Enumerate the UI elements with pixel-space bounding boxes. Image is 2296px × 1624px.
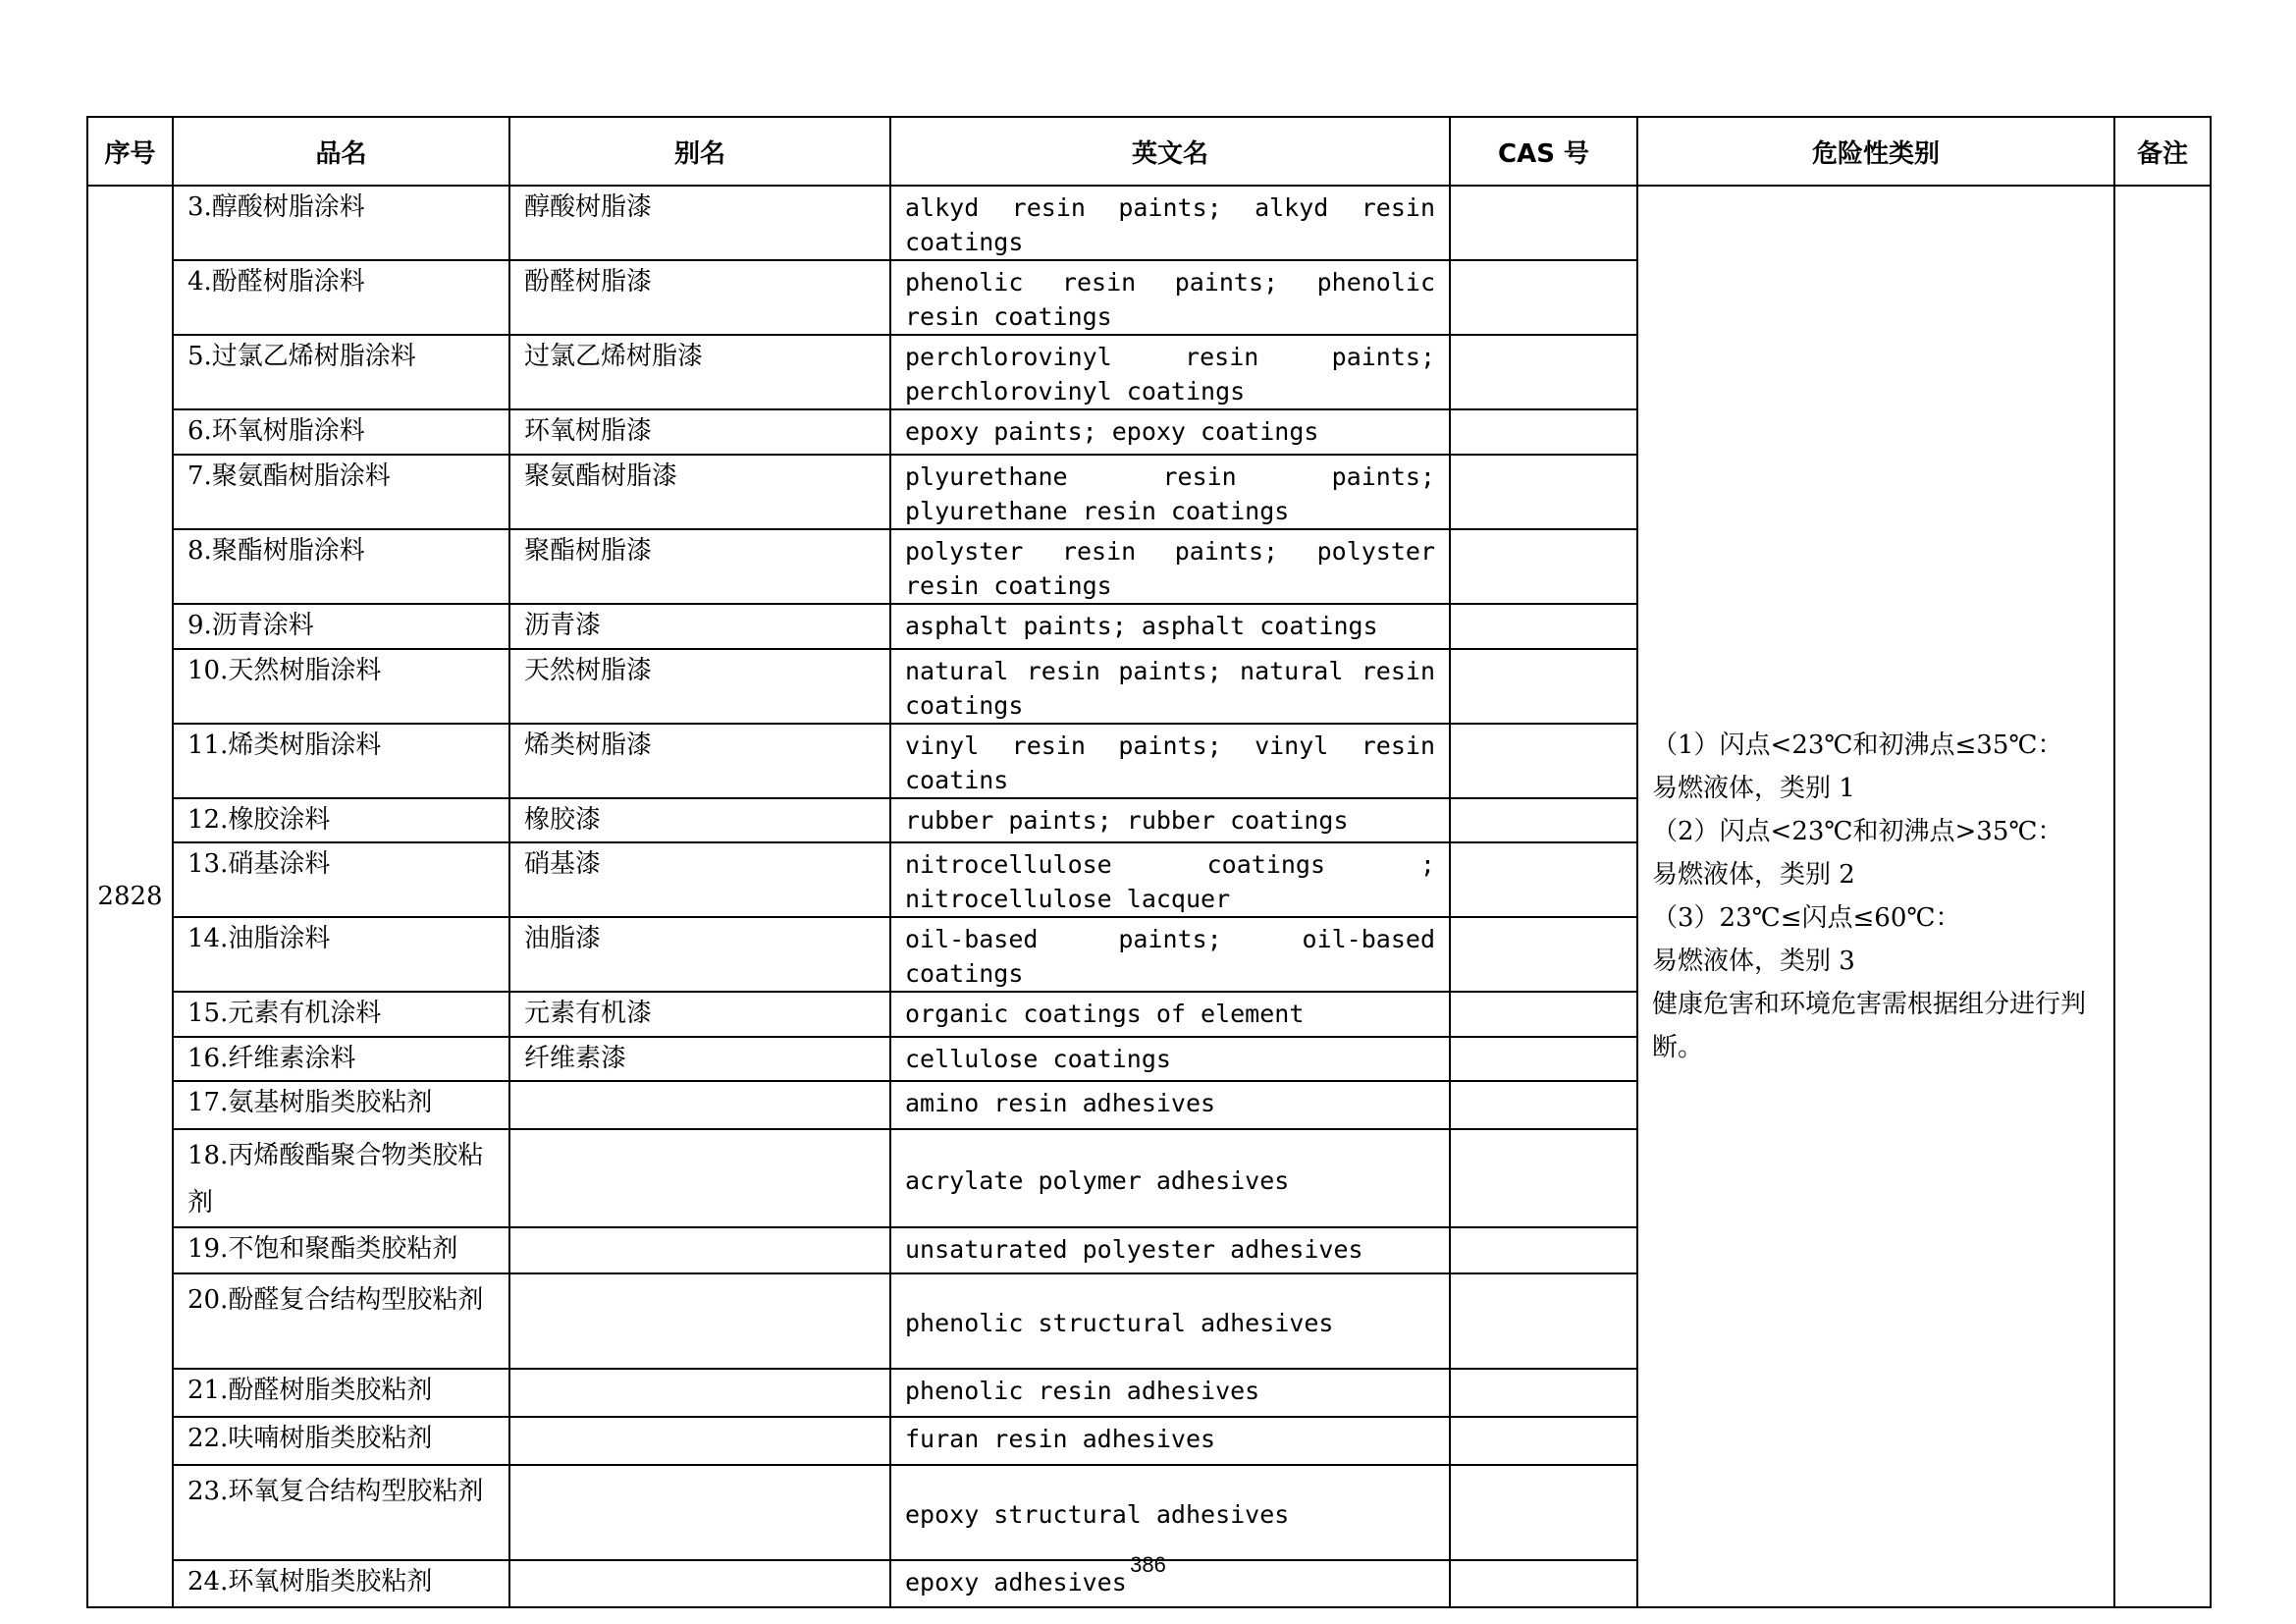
- english-name-cell: natural resin paints; natural resin coatings: [890, 649, 1450, 724]
- cas-cell: [1450, 1227, 1637, 1273]
- alias-cell: [509, 1129, 890, 1227]
- hazard-class-cell: [1637, 186, 2114, 1607]
- cas-cell: [1450, 724, 1637, 798]
- name-cell: 20.酚醛复合结构型胶粘剂: [173, 1273, 509, 1369]
- cas-cell: [1450, 1417, 1637, 1465]
- name-cell: 23.环氧复合结构型胶粘剂: [173, 1465, 509, 1560]
- header-remark: 备注: [2114, 117, 2211, 186]
- alias-cell: 环氧树脂漆: [509, 409, 890, 455]
- cas-cell: [1450, 604, 1637, 649]
- alias-cell: [509, 1465, 890, 1560]
- name-cell: 4.酚醛树脂涂料: [173, 260, 509, 335]
- english-name-cell: organic coatings of element: [890, 992, 1450, 1037]
- cas-cell: [1450, 1037, 1637, 1081]
- english-name-cell: vinyl resin paints; vinyl resin coatins: [890, 724, 1450, 798]
- alias-cell: [509, 1417, 890, 1465]
- name-cell: 11.烯类树脂涂料: [173, 724, 509, 798]
- alias-cell: 天然树脂漆: [509, 649, 890, 724]
- header-english-name: 英文名: [890, 117, 1450, 186]
- hazard-line: 易燃液体，类别 1: [1652, 774, 1855, 803]
- alias-cell: 醇酸树脂漆: [509, 186, 890, 260]
- alias-cell: 橡胶漆: [509, 798, 890, 842]
- name-cell: 17.氨基树脂类胶粘剂: [173, 1081, 509, 1129]
- english-name-cell: amino resin adhesives: [890, 1081, 1450, 1129]
- name-cell: 3.醇酸树脂涂料: [173, 186, 509, 260]
- alias-cell: [509, 1081, 890, 1129]
- name-cell: 7.聚氨酯树脂涂料: [173, 455, 509, 529]
- cas-cell: [1450, 1465, 1637, 1560]
- hazard-line: （2）闪点<23℃和初沸点>35℃：: [1652, 817, 2063, 846]
- name-cell: 19.不饱和聚酯类胶粘剂: [173, 1227, 509, 1273]
- alias-cell: 油脂漆: [509, 917, 890, 992]
- hazard-line: 易燃液体，类别 2: [1652, 860, 1855, 890]
- english-name-cell: phenolic structural adhesives: [890, 1273, 1450, 1369]
- name-cell: 14.油脂涂料: [173, 917, 509, 992]
- alias-cell: 聚氨酯树脂漆: [509, 455, 890, 529]
- header-row: [87, 117, 2211, 186]
- english-name-cell: phenolic resin paints; phenolic resin coatings: [890, 260, 1450, 335]
- cas-cell: [1450, 529, 1637, 604]
- hazard-line: （3）23℃≤闪点≤60℃：: [1652, 903, 1961, 933]
- alias-cell: 聚酯树脂漆: [509, 529, 890, 604]
- header-cas: CAS 号: [1450, 117, 1637, 186]
- english-name-cell: nitrocellulose coatings ; nitrocellulose lacquer: [890, 842, 1450, 917]
- english-name-cell: cellulose coatings: [890, 1037, 1450, 1081]
- page-number: 386: [1130, 1552, 1166, 1577]
- cas-cell: [1450, 798, 1637, 842]
- name-cell: 21.酚醛树脂类胶粘剂: [173, 1369, 509, 1417]
- cas-cell: [1450, 455, 1637, 529]
- alias-cell: 硝基漆: [509, 842, 890, 917]
- english-name-cell: asphalt paints; asphalt coatings: [890, 604, 1450, 649]
- name-cell: 9.沥青涂料: [173, 604, 509, 649]
- alias-cell: [509, 1227, 890, 1273]
- name-cell: 12.橡胶涂料: [173, 798, 509, 842]
- header-hazard-class: 危险性类别: [1637, 117, 2114, 186]
- cas-cell: [1450, 1273, 1637, 1369]
- english-name-cell: epoxy adhesives: [890, 1560, 1450, 1607]
- english-name-cell: unsaturated polyester adhesives: [890, 1227, 1450, 1273]
- english-name-cell: furan resin adhesives: [890, 1417, 1450, 1465]
- cas-cell: [1450, 260, 1637, 335]
- chemical-table: [86, 116, 2212, 1608]
- cas-cell: [1450, 1129, 1637, 1227]
- alias-cell: [509, 1273, 890, 1369]
- hazard-line: 易燃液体，类别 3: [1652, 947, 1855, 976]
- cas-cell: [1450, 409, 1637, 455]
- english-name-cell: epoxy paints; epoxy coatings: [890, 409, 1450, 455]
- english-name-cell: polyster resin paints; polyster resin coatings: [890, 529, 1450, 604]
- english-name-cell: alkyd resin paints; alkyd resin coatings: [890, 186, 1450, 260]
- cas-cell: [1450, 335, 1637, 409]
- english-name-cell: perchlorovinyl resin paints; perchlorovinyl coatings: [890, 335, 1450, 409]
- cas-cell: [1450, 1369, 1637, 1417]
- alias-cell: 酚醛树脂漆: [509, 260, 890, 335]
- english-name-cell: acrylate polymer adhesives: [890, 1129, 1450, 1227]
- alias-cell: [509, 1369, 890, 1417]
- cas-cell: [1450, 992, 1637, 1037]
- name-cell: 8.聚酯树脂涂料: [173, 529, 509, 604]
- alias-cell: 元素有机漆: [509, 992, 890, 1037]
- table-row: [87, 186, 2211, 260]
- alias-cell: 过氯乙烯树脂漆: [509, 335, 890, 409]
- english-name-cell: plyurethane resin paints; plyurethane resin coatings: [890, 455, 1450, 529]
- name-cell: 13.硝基涂料: [173, 842, 509, 917]
- hazard-line: 健康危害和环境危害需根据组分进行判断。: [1652, 990, 2087, 1062]
- english-name-cell: rubber paints; rubber coatings: [890, 798, 1450, 842]
- cas-cell: [1450, 186, 1637, 260]
- cas-cell: [1450, 1081, 1637, 1129]
- english-name-cell: oil-based paints; oil-based coatings: [890, 917, 1450, 992]
- name-cell: 24.环氧树脂类胶粘剂: [173, 1560, 509, 1607]
- name-cell: 6.环氧树脂涂料: [173, 409, 509, 455]
- name-cell: 5.过氯乙烯树脂涂料: [173, 335, 509, 409]
- header-seq: 序号: [87, 117, 173, 186]
- name-cell: 22.呋喃树脂类胶粘剂: [173, 1417, 509, 1465]
- header-alias: 别名: [509, 117, 890, 186]
- alias-cell: 沥青漆: [509, 604, 890, 649]
- english-name-cell: phenolic resin adhesives: [890, 1369, 1450, 1417]
- header-name: 品名: [173, 117, 509, 186]
- seq-cell: 2828: [87, 186, 173, 1607]
- name-cell: 16.纤维素涂料: [173, 1037, 509, 1081]
- alias-cell: 纤维素漆: [509, 1037, 890, 1081]
- name-cell: 18.丙烯酸酯聚合物类胶粘剂: [173, 1129, 509, 1227]
- cas-cell: [1450, 917, 1637, 992]
- english-name-cell: epoxy structural adhesives: [890, 1465, 1450, 1560]
- remark-cell: [2114, 186, 2211, 1607]
- alias-cell: 烯类树脂漆: [509, 724, 890, 798]
- cas-cell: [1450, 842, 1637, 917]
- name-cell: 10.天然树脂涂料: [173, 649, 509, 724]
- name-cell: 15.元素有机涂料: [173, 992, 509, 1037]
- cas-cell: [1450, 649, 1637, 724]
- hazard-line: （1）闪点<23℃和初沸点≤35℃：: [1652, 731, 2063, 760]
